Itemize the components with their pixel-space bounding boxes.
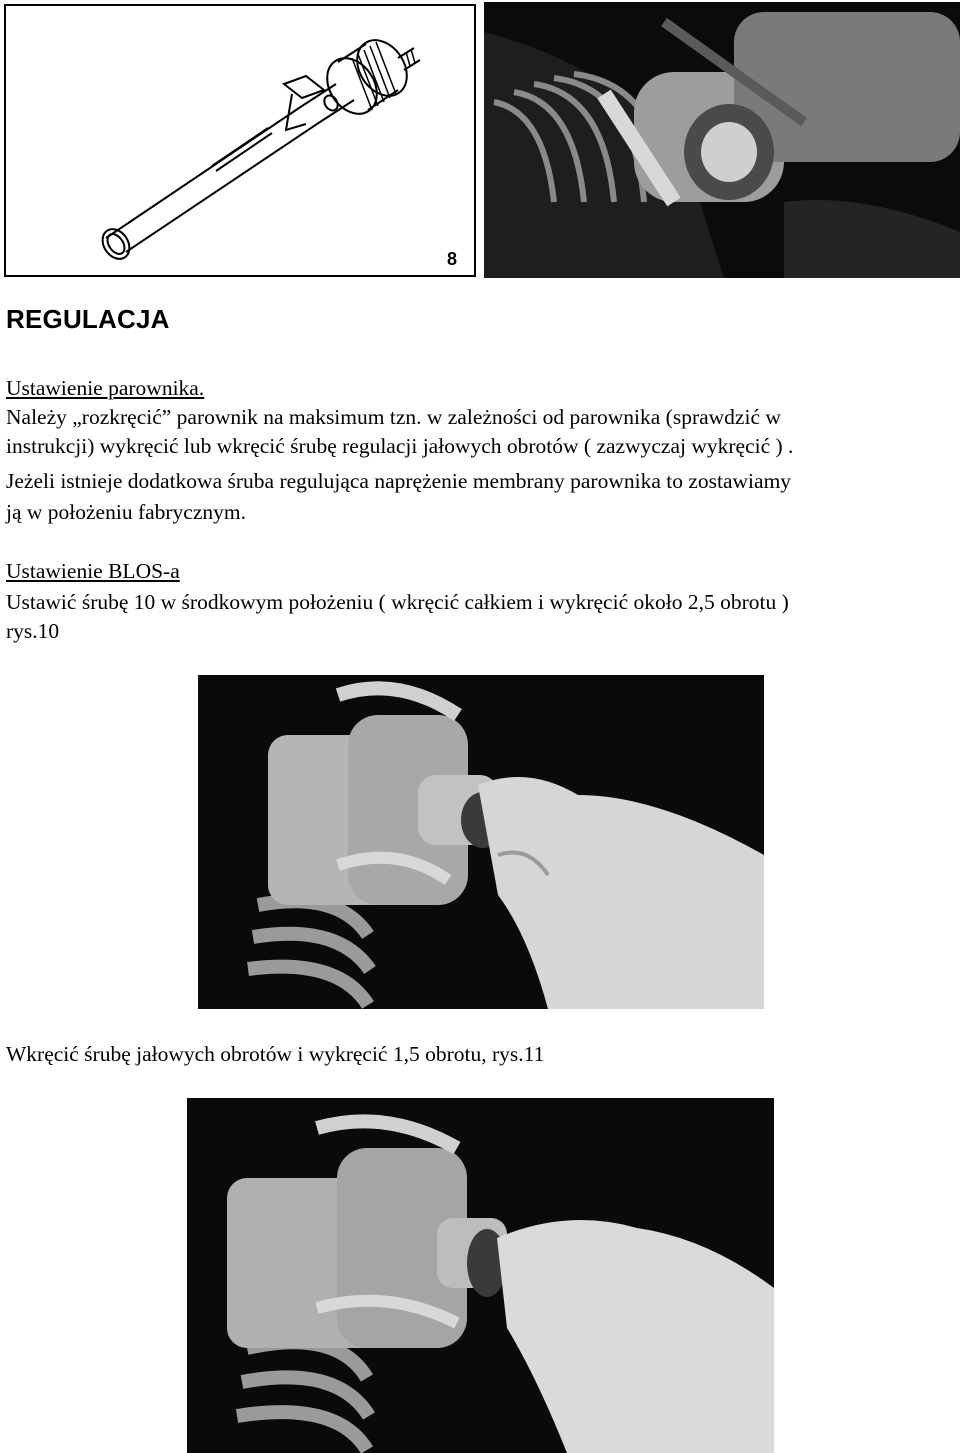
carburetor-photo-image — [484, 2, 960, 278]
paragraph-line: Jeżeli istnieje dodatkowa śruba regulująca naprężenie membrany parownika to zostawiamy — [6, 469, 792, 493]
figure-8-drawing — [4, 4, 476, 277]
photo-figure-11 — [187, 1098, 774, 1453]
paragraph-line: Należy „rozkręcić” parownik na maksimum tzn. w zależności od parownika (sprawdzić w — [6, 405, 781, 429]
tool-line-drawing — [6, 6, 474, 275]
section-title-evaporator: Ustawienie parownika. — [6, 376, 205, 400]
photo-figure-10-image — [198, 675, 764, 1009]
paragraph-line: instrukcji) wykręcić lub wkręcić śrubę regulacji jałowych obrotów ( zazwyczaj wykręcić ) . — [6, 434, 794, 458]
carburetor-photo-top — [484, 2, 960, 278]
photo-figure-10 — [198, 675, 764, 1009]
paragraph-line: rys.10 — [6, 619, 60, 643]
section-title-blos: Ustawienie BLOS-a — [6, 559, 180, 583]
page-title: REGULACJA — [6, 304, 170, 334]
photo-figure-11-image — [187, 1098, 774, 1453]
paragraph-line: ją w położeniu fabrycznym. — [6, 500, 246, 524]
paragraph-line: Wkręcić śrubę jałowych obrotów i wykręcić 1,5 obrotu, rys.11 — [6, 1042, 545, 1066]
paragraph-line: Ustawić śrubę 10 w środkowym położeniu ( wkręcić całkiem i wykręcić około 2,5 obrotu ) — [6, 590, 789, 614]
figure-8-label: 8 — [446, 249, 458, 269]
